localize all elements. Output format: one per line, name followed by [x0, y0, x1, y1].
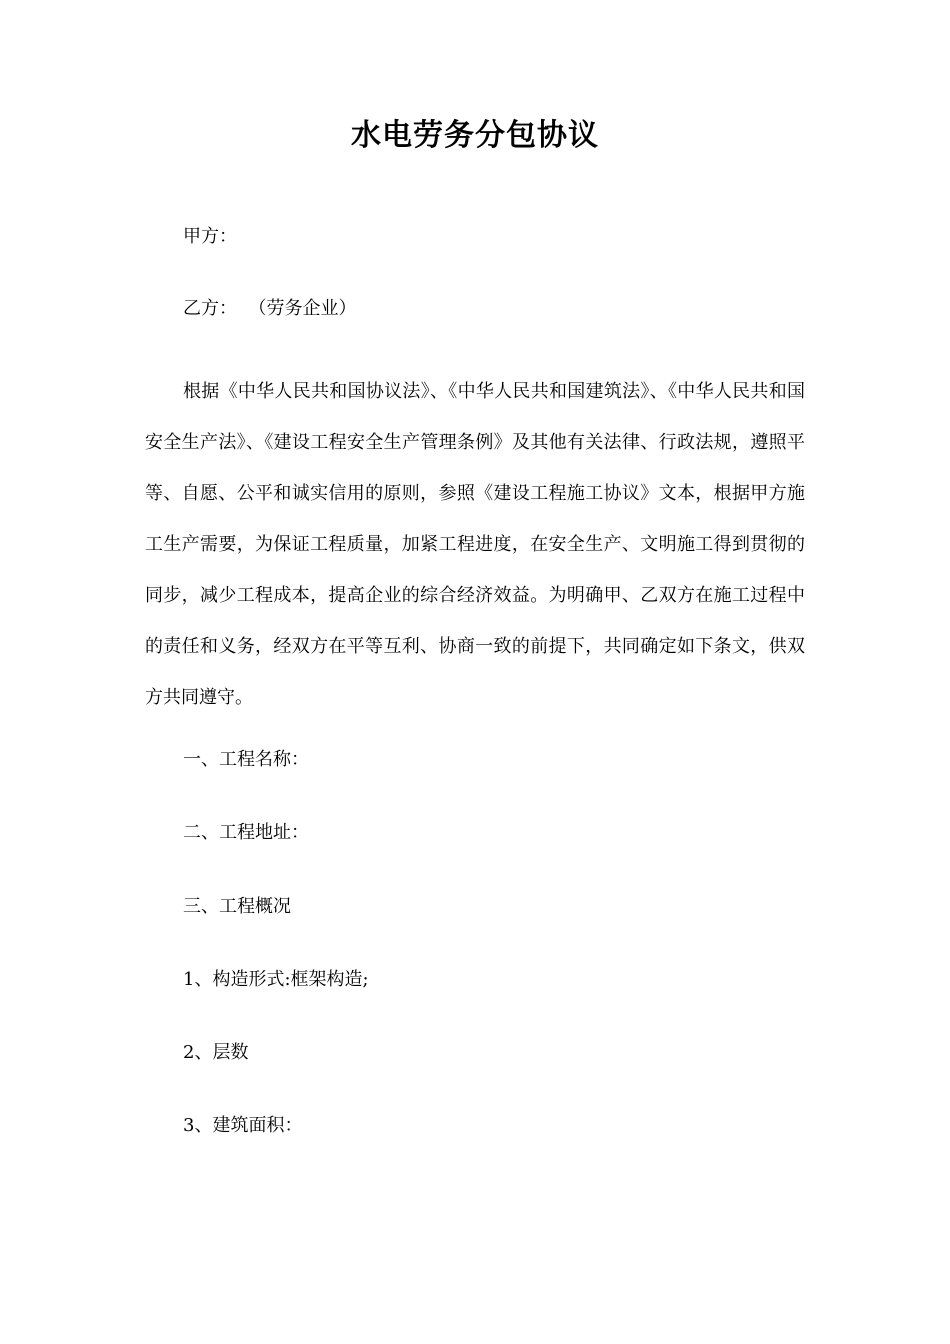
section-project-name: 一、工程名称： — [183, 749, 309, 770]
overview-item-structure: 1、构造形式:框架构造; — [183, 969, 369, 990]
overview-item-area: 3、建筑面积： — [183, 1115, 303, 1136]
intro-paragraph: 根据《中华人民共和国协议法》、《中华人民共和国建筑法》、《中华人民共和国安全生产法》、《建设工程安全生产管理条例》及其他有关法律、行政法规，遵照平等、自愿、公平和诚实信用的原则，参照《建设工程施工协议》文本，根据甲方施工生产需要，为保证工程质量，加紧工程进度，在安全生产、文明施工得到贯彻的同步，减少工程成本，提高企业的综合经济效益。为明确甲、乙双方在施工过程中的责任和义务，经双方在平等互利、协商一致的前提下，共同确定如下条文，供双方共同遵守。 — [145, 381, 805, 708]
section-project-overview: 三、工程概况 — [183, 896, 291, 917]
overview-item-floors: 2、层数 — [183, 1042, 249, 1063]
party-a-line: 甲方： — [183, 226, 237, 247]
section-project-address: 二、工程地址： — [183, 822, 309, 843]
document-title: 水电劳务分包协议 — [351, 118, 599, 153]
party-b-line: 乙方： （劳务企业） — [183, 298, 357, 319]
